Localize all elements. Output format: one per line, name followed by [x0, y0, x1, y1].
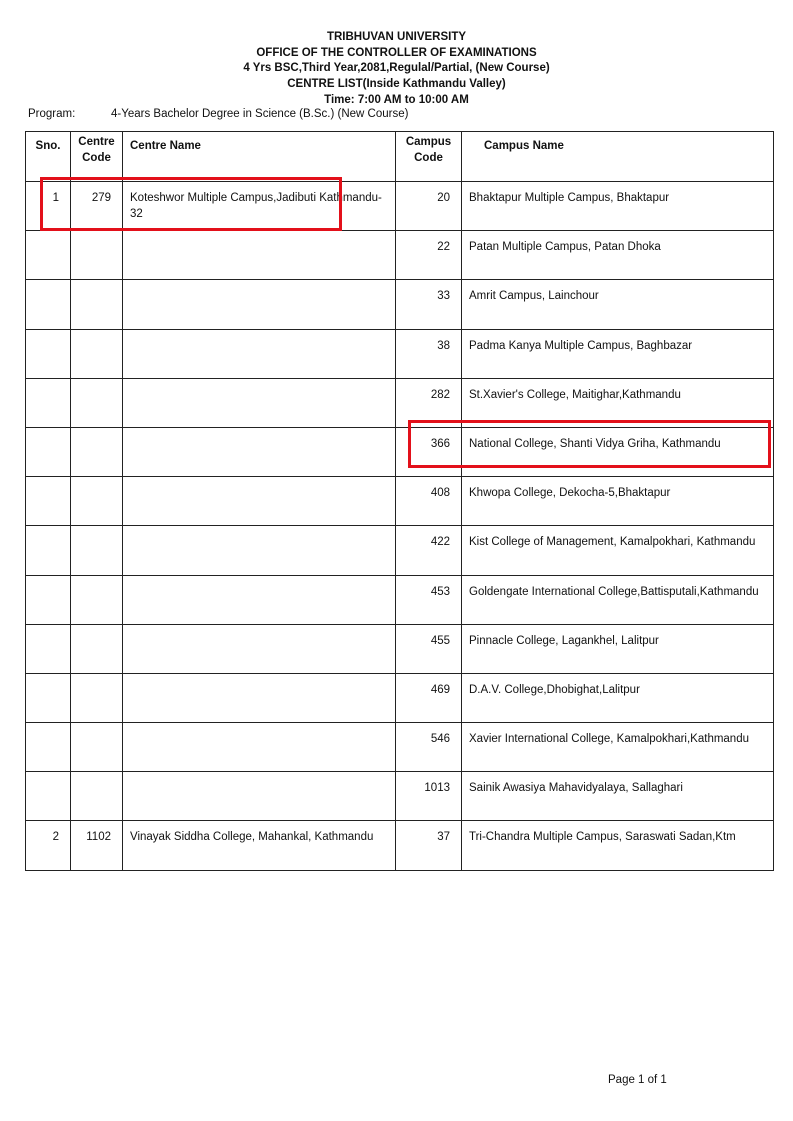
cell-sno	[26, 329, 71, 378]
cell-sno	[26, 575, 71, 624]
table-row	[26, 772, 774, 821]
table-row	[26, 624, 774, 673]
table-header-row	[26, 132, 774, 182]
cell-campus-name: Sainik Awasiya Mahavidyalaya, Sallaghari	[462, 772, 774, 821]
highlight-box-centre	[40, 177, 342, 231]
cell-campus-name: Tri-Chandra Multiple Campus, Saraswati Sadan,Ktm	[462, 821, 774, 870]
cell-centre-code	[71, 772, 123, 821]
exam-time: Time: 7:00 AM to 10:00 AM	[324, 93, 469, 106]
cell-centre-name	[123, 772, 396, 821]
exam-title: 4 Yrs BSC,Third Year,2081,Regulal/Partial, (New Course)	[243, 62, 550, 75]
col-sno: Sno.	[26, 132, 71, 182]
cell-sno	[26, 526, 71, 575]
cell-centre-name	[123, 427, 396, 476]
cell-campus-name: D.A.V. College,Dhobighat,Lalitpur	[462, 673, 774, 722]
cell-centre-code	[71, 231, 123, 280]
cell-centre-code	[71, 624, 123, 673]
cell-centre-name	[123, 624, 396, 673]
cell-centre-name: Koteshwor Multiple Campus,Jadibuti Kathmandu-32	[123, 182, 396, 231]
cell-campus-code: 408	[396, 477, 462, 526]
cell-campus-name: Kist College of Management, Kamalpokhari, Kathmandu	[462, 526, 774, 575]
cell-campus-name: St.Xavier's College, Maitighar,Kathmandu	[462, 378, 774, 427]
cell-centre-code	[71, 329, 123, 378]
cell-sno	[26, 231, 71, 280]
cell-centre-code	[71, 673, 123, 722]
cell-campus-code: 469	[396, 673, 462, 722]
cell-sno	[26, 723, 71, 772]
cell-sno	[26, 477, 71, 526]
table-row	[26, 821, 774, 870]
cell-campus-name: Padma Kanya Multiple Campus, Baghbazar	[462, 329, 774, 378]
cell-campus-name: Goldengate International College,Battisputali,Kathmandu	[462, 575, 774, 624]
cell-campus-code: 366	[396, 427, 462, 476]
cell-centre-code	[71, 526, 123, 575]
table-row	[26, 575, 774, 624]
cell-sno: 1	[26, 182, 71, 231]
cell-centre-code	[71, 723, 123, 772]
cell-centre-name	[123, 723, 396, 772]
cell-campus-code: 422	[396, 526, 462, 575]
cell-campus-code: 1013	[396, 772, 462, 821]
cell-centre-code	[71, 280, 123, 329]
highlight-box-campus	[408, 420, 771, 468]
office-title: OFFICE OF THE CONTROLLER OF EXAMINATIONS	[256, 46, 537, 59]
cell-campus-code: 455	[396, 624, 462, 673]
cell-campus-code: 37	[396, 821, 462, 870]
cell-campus-code: 546	[396, 723, 462, 772]
cell-centre-code: 1102	[71, 821, 123, 870]
cell-campus-name: Xavier International College, Kamalpokhari,Kathmandu	[462, 723, 774, 772]
cell-campus-name: Pinnacle College, Lagankhel, Lalitpur	[462, 624, 774, 673]
cell-centre-name: Vinayak Siddha College, Mahankal, Kathmandu	[123, 821, 396, 870]
table-row	[26, 329, 774, 378]
table-row	[26, 723, 774, 772]
page-number: Page 1 of 1	[608, 1074, 667, 1086]
cell-sno	[26, 772, 71, 821]
cell-campus-code: 22	[396, 231, 462, 280]
cell-centre-code	[71, 378, 123, 427]
document-header	[0, 30, 793, 109]
cell-sno	[26, 624, 71, 673]
centre-table	[25, 131, 774, 871]
cell-centre-code: 279	[71, 182, 123, 231]
col-centre-name: Centre Name	[123, 132, 396, 182]
cell-centre-code	[71, 427, 123, 476]
table-row	[26, 477, 774, 526]
cell-sno	[26, 673, 71, 722]
table-row	[26, 231, 774, 280]
cell-campus-code: 20	[396, 182, 462, 231]
cell-campus-name: Bhaktapur Multiple Campus, Bhaktapur	[462, 182, 774, 231]
col-centre-code: Centre Code	[71, 132, 123, 182]
table-row	[26, 526, 774, 575]
cell-campus-name: Khwopa College, Dekocha-5,Bhaktapur	[462, 477, 774, 526]
cell-campus-code: 38	[396, 329, 462, 378]
cell-sno: 2	[26, 821, 71, 870]
cell-centre-name	[123, 280, 396, 329]
cell-campus-name: National College, Shanti Vidya Griha, Kathmandu	[462, 427, 774, 476]
cell-centre-name	[123, 378, 396, 427]
cell-centre-code	[71, 575, 123, 624]
cell-campus-name: Amrit Campus, Lainchour	[462, 280, 774, 329]
cell-sno	[26, 280, 71, 329]
col-campus-name: Campus Name	[462, 132, 774, 182]
cell-sno	[26, 378, 71, 427]
cell-centre-name	[123, 231, 396, 280]
university-title: TRIBHUVAN UNIVERSITY	[326, 31, 467, 43]
cell-campus-code: 453	[396, 575, 462, 624]
cell-centre-name	[123, 673, 396, 722]
cell-sno	[26, 427, 71, 476]
col-campus-code: Campus Code	[396, 132, 462, 182]
cell-campus-code: 282	[396, 378, 462, 427]
cell-centre-name	[123, 477, 396, 526]
cell-centre-code	[71, 477, 123, 526]
table-row	[26, 280, 774, 329]
program-value: 4-Years Bachelor Degree in Science (B.Sc.) (New Course)	[111, 108, 409, 120]
cell-campus-name: Patan Multiple Campus, Patan Dhoka	[462, 231, 774, 280]
cell-centre-name	[123, 526, 396, 575]
table-row	[26, 673, 774, 722]
cell-campus-code: 33	[396, 280, 462, 329]
list-title: CENTRE LIST(Inside Kathmandu Valley)	[287, 78, 506, 91]
program-label: Program:	[28, 108, 76, 120]
cell-centre-name	[123, 575, 396, 624]
cell-centre-name	[123, 329, 396, 378]
